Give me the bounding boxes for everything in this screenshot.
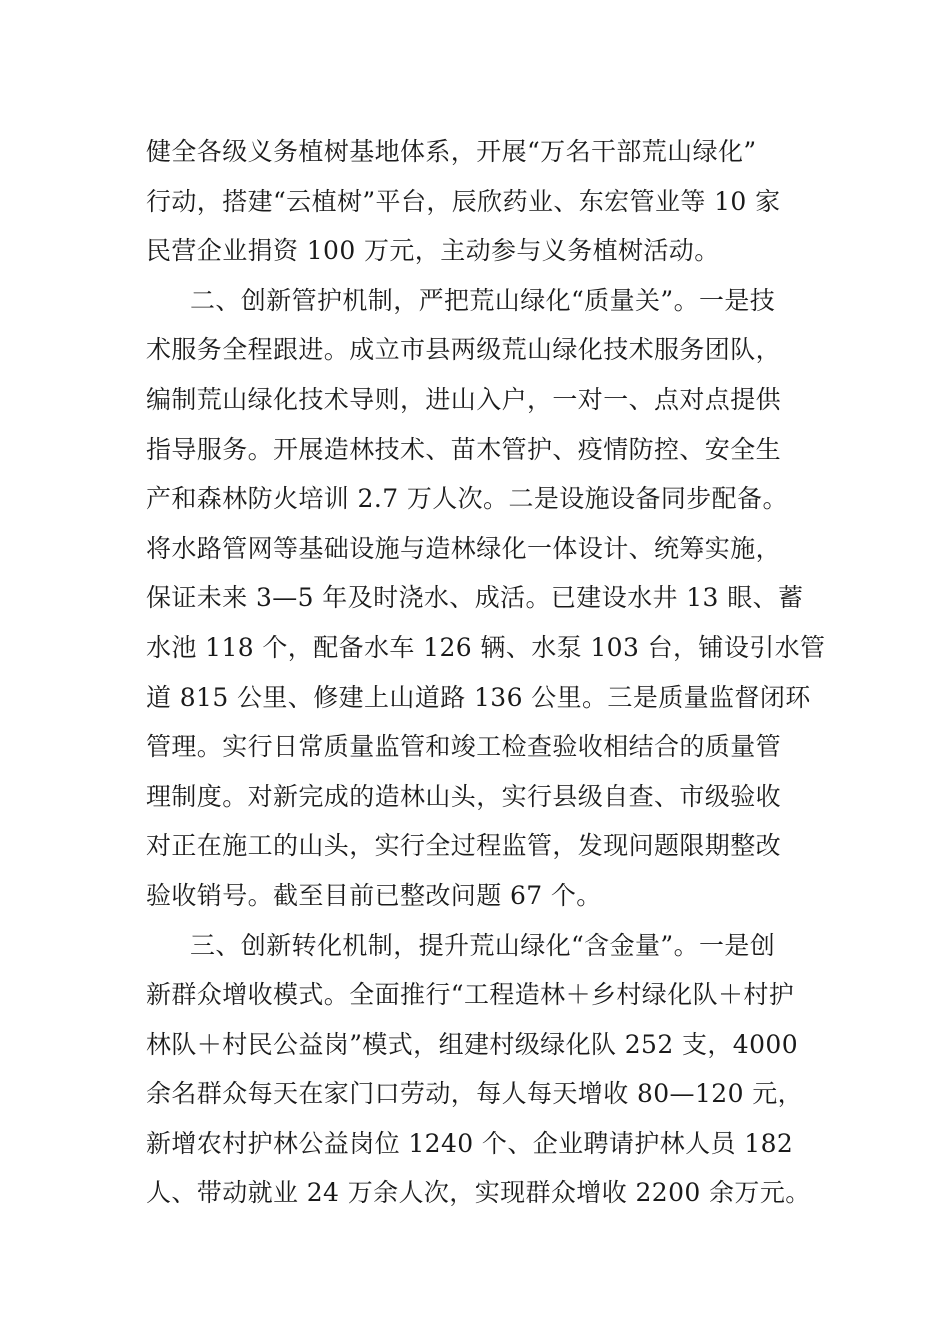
text-line: 术服务全程跟进。成立市县两级荒山绿化技术服务团队， <box>146 335 782 365</box>
text-line: 水池 118 个，配备水车 126 辆、水泵 103 台，铺设引水管 <box>146 632 826 662</box>
body-text <box>146 127 826 1218</box>
text-line: 健全各级义务植树基地体系，开展“万名干部荒山绿化” <box>146 137 757 166</box>
text-line: 新群众增收模式。全面推行“工程造林＋乡村绿化队＋村护 <box>146 980 795 1010</box>
text-line: 产和森林防火培训 2.7 万人次。二是设施设备同步配备。 <box>146 484 788 514</box>
text-line: 余名群众每天在家门口劳动，每人每天增收 80—120 元， <box>146 1079 804 1109</box>
section-heading-line: 二、创新管护机制，严把荒山绿化“质量关”。一是技 <box>190 285 776 315</box>
text-line: 人、带动就业 24 万余人次，实现群众增收 2200 余万元。 <box>146 1178 811 1208</box>
text-line: 新增农村护林公益岗位 1240 个、企业聘请护林人员 182 <box>146 1128 794 1158</box>
text-line: 指导服务。开展造林技术、苗木管护、疫情防控、安全生 <box>146 434 782 464</box>
section-heading-line: 三、创新转化机制，提升荒山绿化“含金量”。一是创 <box>190 930 776 960</box>
text-line: 民营企业捐资 100 万元，主动参与义务植树活动。 <box>146 236 720 266</box>
text-line: 编制荒山绿化技术导则，进山入户，一对一、点对点提供 <box>146 384 782 414</box>
text-line: 保证未来 3—5 年及时浇水、成活。已建设水井 13 眼、蓄 <box>146 583 804 613</box>
text-line: 验收销号。截至目前已整改问题 67 个。 <box>146 880 602 910</box>
text-line: 林队＋村民公益岗”模式，组建村级绿化队 252 支，4000 <box>146 1029 799 1059</box>
text-line: 将水路管网等基础设施与造林绿化一体设计、统筹实施， <box>146 533 782 563</box>
text-line: 理制度。对新完成的造林山头，实行县级自查、市级验收 <box>146 781 782 811</box>
text-line: 管理。实行日常质量监管和竣工检查验收相结合的质量管 <box>146 732 782 762</box>
text-line: 行动，搭建“云植树”平台，辰欣药业、东宏管业等 10 家 <box>146 186 781 216</box>
text-line: 对正在施工的山头，实行全过程监管，发现问题限期整改 <box>146 831 782 861</box>
text-line: 道 815 公里、修建上山道路 136 公里。三是质量监督闭环 <box>146 682 811 712</box>
